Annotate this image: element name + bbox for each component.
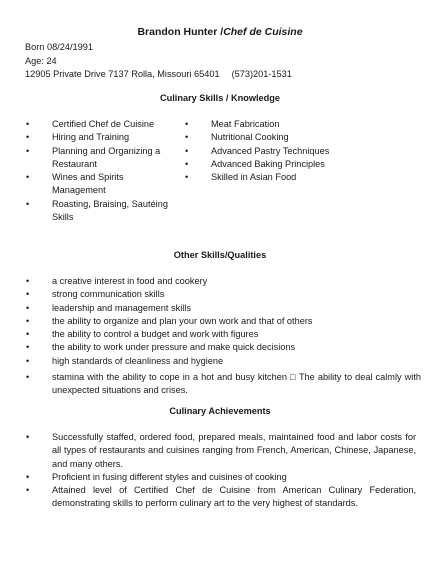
- contact-block: [25, 41, 292, 82]
- achievements-list: [26, 431, 416, 511]
- other-skills-list: [26, 275, 421, 398]
- list-item: • Attained level of Certified Chef de Cuisine from American Culinary Federation, demonstrating skills to perform culinary art to the very highest of standards.: [26, 484, 416, 511]
- list-item: • Meat Fabrication: [185, 118, 385, 131]
- phone: (573)201-1531: [231, 69, 292, 79]
- list-item: • Successfully staffed, ordered food, prepared meals, maintained food and labor costs for all types of restaurants and cuisines ranging from French, American, Chinese, Japanese, and many others.: [26, 431, 416, 471]
- culinary-skills-heading: Culinary Skills / Knowledge: [160, 93, 280, 103]
- culinary-achievements-heading: Culinary Achievements: [169, 406, 271, 416]
- list-item: • a creative interest in food and cookery: [26, 275, 421, 288]
- list-item: • Planning and Organizing a Restaurant: [26, 145, 176, 172]
- candidate-title: Chef de Cuisine: [223, 26, 303, 38]
- list-item: • Wines and Spirits Management: [26, 171, 176, 198]
- list-item: • Hiring and Training: [26, 131, 176, 144]
- skills-list-left: [26, 118, 176, 224]
- skills-list-right: [185, 118, 385, 184]
- list-item: • Advanced Pastry Techniques: [185, 145, 385, 158]
- resume-name-line: [0, 26, 440, 38]
- list-item: • the ability to organize and plan your own work and that of others: [26, 315, 421, 328]
- list-item: • Advanced Baking Principles: [185, 158, 385, 171]
- list-item: • Skilled in Asian Food: [185, 171, 385, 184]
- list-item: • high standards of cleanliness and hygiene: [26, 355, 421, 368]
- list-item: • leadership and management skills: [26, 302, 421, 315]
- list-item: • Certified Chef de Cuisine: [26, 118, 176, 131]
- list-item: • the ability to control a budget and work with figures: [26, 328, 421, 341]
- list-item: • Roasting, Braising, Sautéing Skills: [26, 198, 176, 225]
- age: Age: 24: [25, 55, 57, 66]
- list-item: • the ability to work under pressure and make quick decisions: [26, 341, 421, 354]
- list-item: • Nutritional Cooking: [185, 131, 385, 144]
- birth-date: Born 08/24/1991: [25, 42, 93, 52]
- address: 12905 Private Drive 7137 Rolla, Missouri 65401: [25, 69, 220, 79]
- other-skills-heading: Other Skills/Qualities: [173, 250, 267, 260]
- list-item: • stamina with the ability to cope in a hot and busy kitchen □ The ability to deal calmly with unexpected situations and crises.: [26, 371, 421, 398]
- address-line: [25, 68, 292, 82]
- list-item: • Proficient in fusing different styles and cuisines of cooking: [26, 471, 416, 484]
- list-item: • strong communication skills: [26, 288, 421, 301]
- candidate-name: Brandon Hunter /: [137, 26, 224, 38]
